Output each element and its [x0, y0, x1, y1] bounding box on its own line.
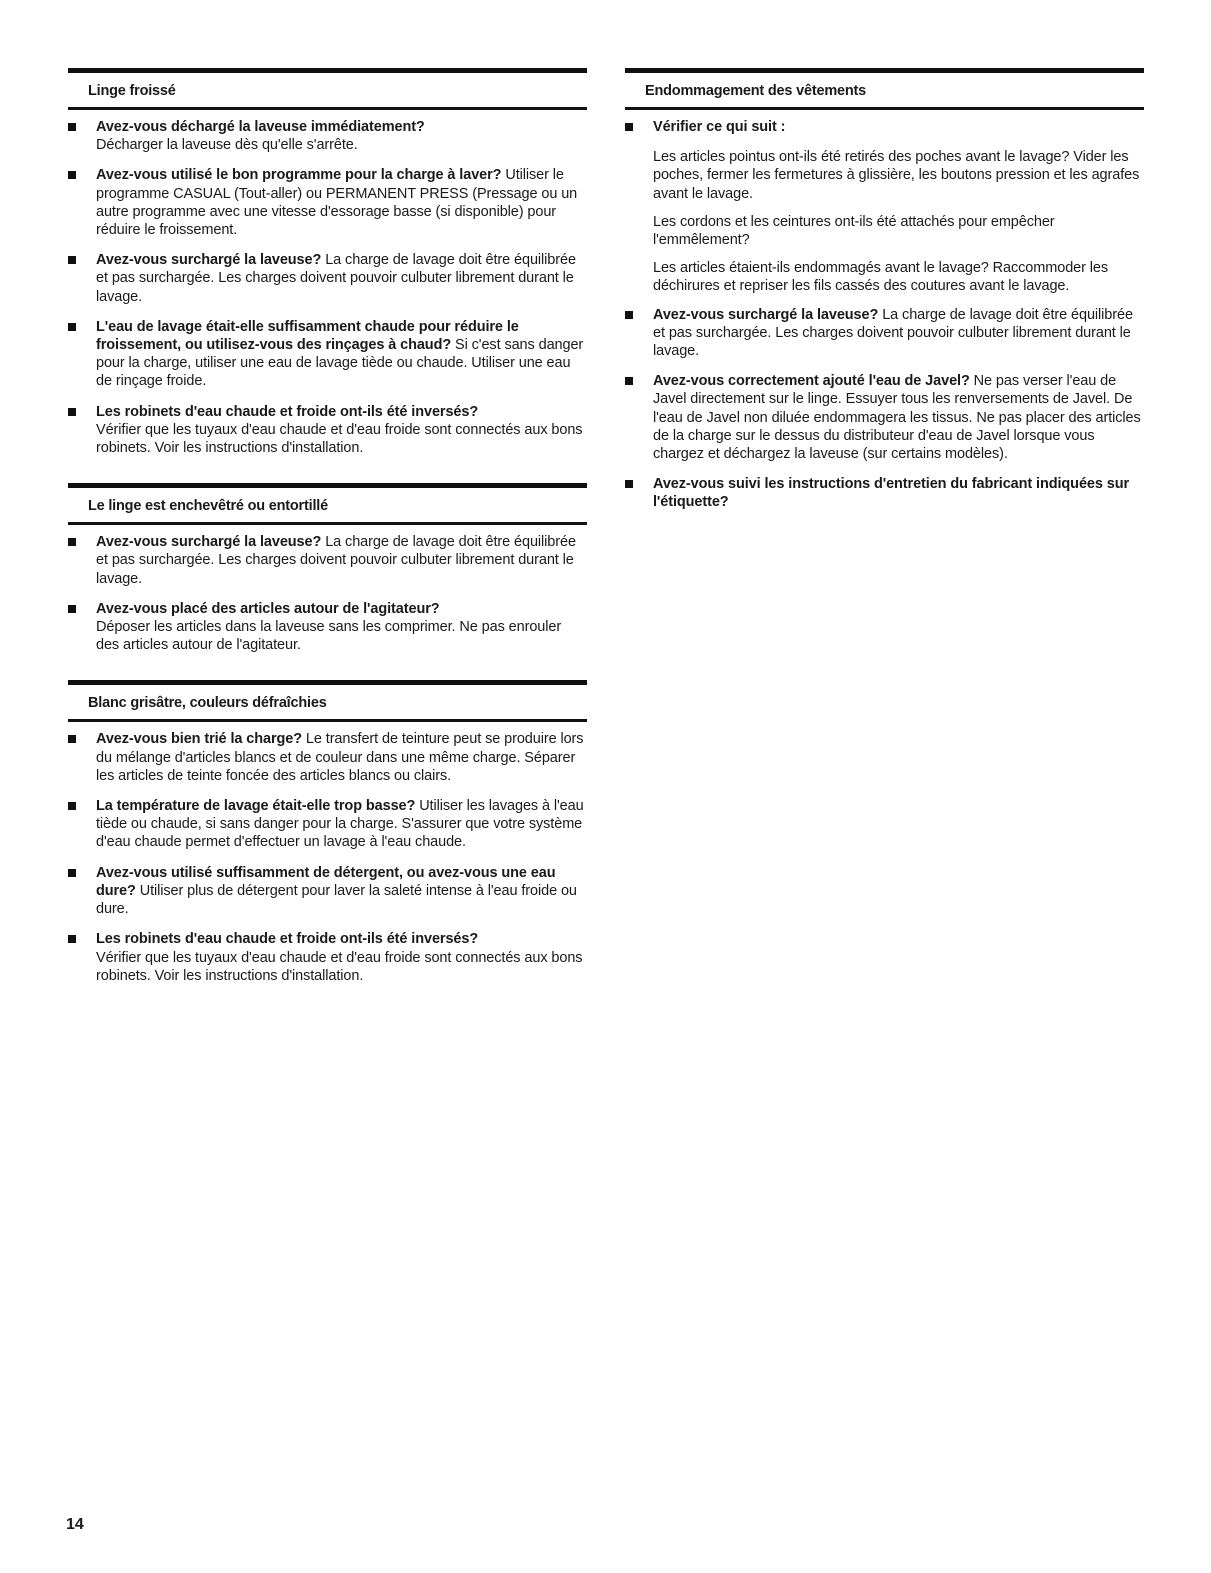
- list-item: [68, 166, 587, 239]
- bullet-icon: [68, 538, 76, 546]
- bullet-icon: [68, 605, 76, 613]
- paragraph: Les articles pointus ont-ils été retirés des poches avant le lavage? Vider les poches, fermer les fermetures à glissière, les boutons pression et les agrafes avant le lavage.: [653, 149, 1140, 202]
- question: Avez-vous utilisé le bon programme pour la charge à laver?: [96, 167, 502, 184]
- answer: Le transfert de teinture peut se produire lors du mélange d'articles blancs et de couleur dans une même charge. Séparer les articles de teinte foncée des articles blancs ou clairs.: [96, 731, 584, 784]
- list-item: [68, 318, 587, 391]
- list-item: [68, 251, 587, 306]
- answer: La charge de lavage doit être équilibrée et pas surchargée. Les charges doivent pouvoir culbuter librement durant le lavage.: [96, 534, 576, 587]
- list-item: [625, 475, 1144, 511]
- answer: Utiliser le programme CASUAL (Tout-aller) ou PERMANENT PRESS (Pressage ou un autre programme avec une vitesse d'essorage basse (si disponible) pour réduire le froissement.: [96, 167, 578, 239]
- question: L'eau de lavage était-elle suffisamment chaude pour réduire le froissement, ou utilisez-vous des rinçages à chaud?: [96, 318, 519, 354]
- list-item: [68, 730, 587, 785]
- list-item: [68, 797, 587, 852]
- question: Avez-vous correctement ajouté l'eau de Javel?: [653, 373, 970, 390]
- bullet-icon: [625, 377, 633, 385]
- bullet-icon: [68, 802, 76, 810]
- question: Avez-vous utilisé suffisamment de détergent, ou avez-vous une eau dure?: [96, 864, 556, 899]
- bullet-icon: [68, 869, 76, 877]
- answer: Utiliser plus de détergent pour laver la saleté intense à l'eau froide ou dure.: [96, 882, 577, 918]
- question: Avez-vous déchargé la laveuse immédiatement?: [96, 119, 425, 135]
- list-item: [68, 930, 587, 985]
- section-header: Blanc grisâtre, couleurs défraîchies: [68, 680, 587, 722]
- bullet-icon: [68, 123, 76, 131]
- question: Vérifier ce qui suit :: [653, 119, 786, 135]
- bullet-icon: [68, 935, 76, 943]
- answer: Déposer les articles dans la laveuse sans les comprimer. Ne pas enrouler des articles autour de l'agitateur.: [96, 619, 562, 654]
- bullet-icon: [68, 735, 76, 743]
- right-column: [625, 68, 1144, 524]
- question: Les robinets d'eau chaude et froide ont-ils été inversés?: [96, 931, 479, 948]
- question: Avez-vous suivi les instructions d'entretien du fabricant indiquées sur l'étiquette?: [653, 476, 1130, 511]
- bullet-icon: [625, 123, 633, 131]
- paragraph: Les cordons et les ceintures ont-ils été attachés pour empêcher l'emmêlement?: [653, 213, 1055, 249]
- section-header: Endommagement des vêtements: [625, 68, 1144, 110]
- bullet-icon: [68, 323, 76, 331]
- question: Avez-vous bien trié la charge?: [96, 731, 302, 748]
- bullet-icon: [68, 171, 76, 179]
- bullet-icon: [625, 480, 633, 488]
- bullet-icon: [625, 311, 633, 319]
- page-number: 14: [66, 1516, 84, 1533]
- section-header: Linge froissé: [68, 68, 587, 110]
- answer: Ne pas verser l'eau de Javel directement sur le linge. Essuyer tous les renversements de Javel. De l'eau de Javel non diluée endommagera les tissus. Ne pas placer des articles de la charge sur le dessus du distributeur d'eau de Javel lorsque vous chargez et déchargez la laveuse (sur certains modèles).: [653, 373, 1141, 463]
- list-item: [68, 864, 587, 919]
- list-item: [625, 306, 1144, 361]
- answer: Utiliser les lavages à l'eau tiède ou chaude, si sans danger pour la charge. S'assurer que votre système d'eau chaude permet d'effectuer un lavage à l'eau chaude.: [96, 798, 584, 851]
- answer: Décharger la laveuse dès qu'elle s'arrête.: [96, 137, 358, 154]
- list-item: [68, 118, 587, 154]
- list-item: [68, 403, 587, 458]
- question: Avez-vous placé des articles autour de l'agitateur?: [96, 600, 440, 617]
- answer: Vérifier que les tuyaux d'eau chaude et d'eau froide sont connectés aux bons robinets. Voir les instructions d'installation.: [96, 421, 583, 457]
- list-item: [68, 600, 587, 655]
- left-column: [68, 68, 587, 997]
- list-item: [625, 372, 1144, 463]
- paragraph: Les articles étaient-ils endommagés avant le lavage? Raccommoder les déchirures et repriser les fils cassés des coutures avant le lavage.: [653, 260, 1109, 295]
- answer: La charge de lavage doit être équilibrée et pas surchargée. Les charges doivent pouvoir culbuter librement durant le lavage.: [653, 306, 1133, 360]
- list-item: [625, 118, 1144, 136]
- question: Les robinets d'eau chaude et froide ont-ils été inversés?: [96, 403, 479, 420]
- answer: La charge de lavage doit être équilibrée et pas surchargée. Les charges doivent pouvoir culbuter librement durant le lavage.: [96, 252, 576, 305]
- answer: Vérifier que les tuyaux d'eau chaude et d'eau froide sont connectés aux bons robinets. Voir les instructions d'installation.: [96, 949, 583, 984]
- question: Avez-vous surchargé la laveuse?: [653, 306, 879, 323]
- section-header: Le linge est enchevêtré ou entortillé: [68, 483, 587, 525]
- bullet-icon: [68, 256, 76, 264]
- list-item: [68, 533, 587, 588]
- question: La température de lavage était-elle trop basse?: [96, 798, 416, 815]
- answer: Si c'est sans danger pour la charge, utiliser une eau de lavage tiède ou chaude. Utiliser une eau de rinçage froide.: [96, 337, 584, 390]
- question: Avez-vous surchargé la laveuse?: [96, 534, 322, 551]
- bullet-icon: [68, 408, 76, 416]
- question: Avez-vous surchargé la laveuse?: [96, 252, 322, 269]
